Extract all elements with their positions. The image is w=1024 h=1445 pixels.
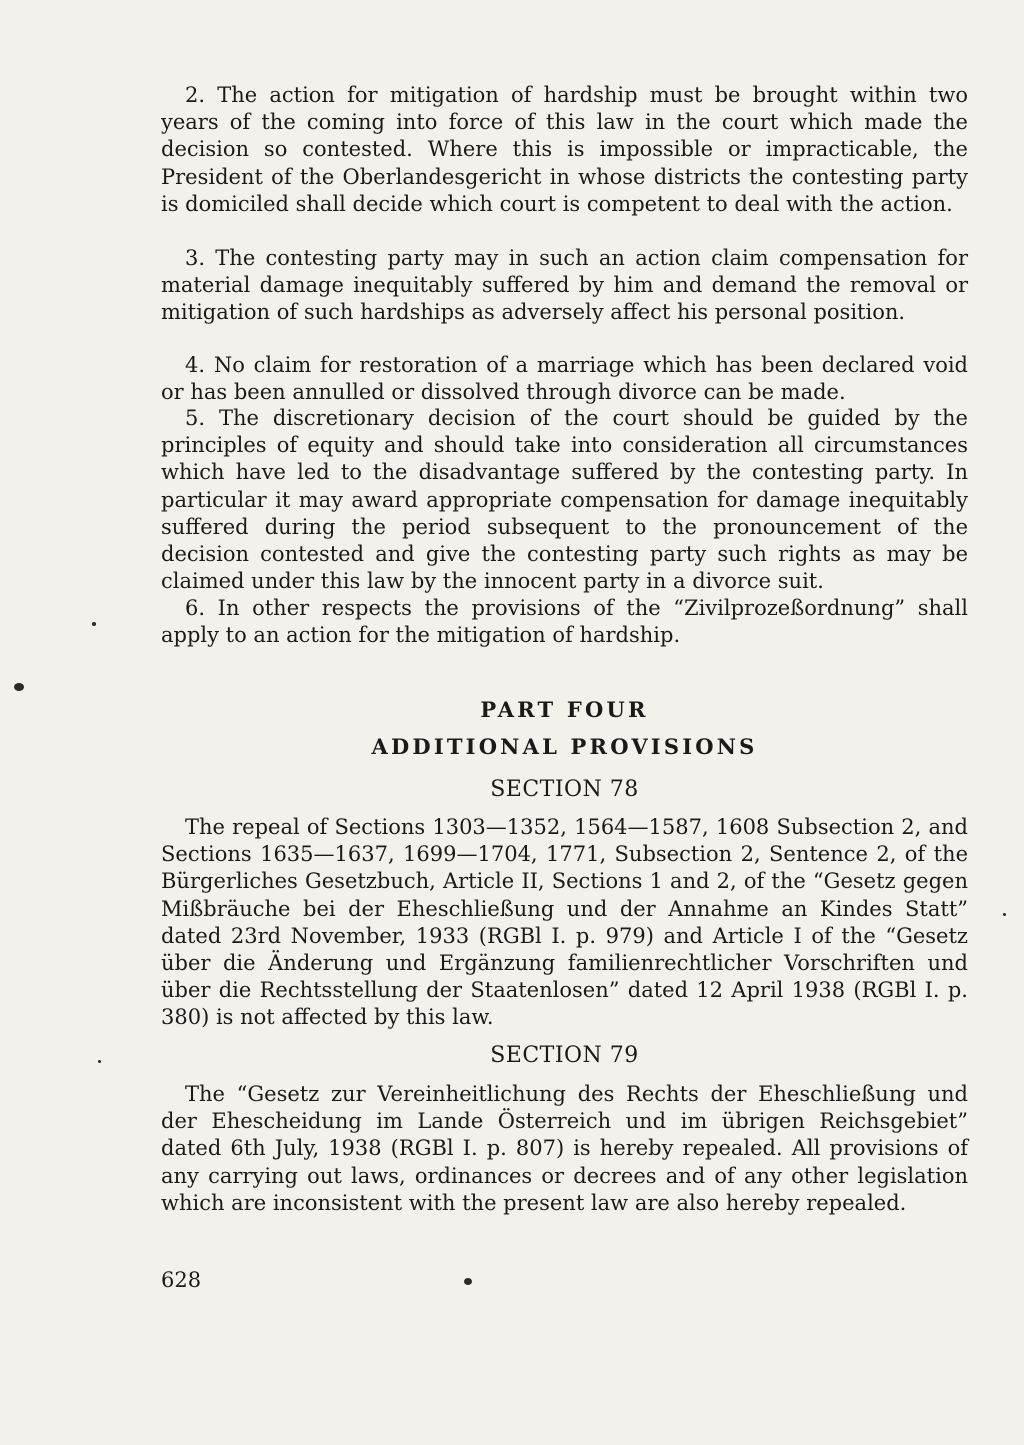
section-78-heading: SECTION 78 (490, 777, 639, 802)
paragraph-3: 3. The contesting party may in such an action claim compensation for material damage inequitably suffered by him and demand the removal or mitigation of such hardships as adversely affect his personal position. (161, 246, 968, 325)
section-79-heading: SECTION 79 (490, 1043, 639, 1068)
scan-speck (98, 1060, 101, 1063)
section-79-text: The “Gesetz zur Vereinheitlichung des Rechts der Eheschließung und der Ehescheidung im Lande Österreich und im übrigen Reichsgebiet” dated 6th July, 1938 (RGBl I. p. 807) is hereby repealed. All provisions of any carrying out laws, ordinances or decrees and of any other legislation which are inconsistent with the present law are also hereby repealed. (161, 1082, 968, 1215)
paragraph-4: 4. No claim for restoration of a marriage which has been declared void or has been annulled or dissolved through divorce can be made. (161, 353, 968, 405)
section-78-text: The repeal of Sections 1303—1352, 1564—1587, 1608 Subsection 2, and Sections 1635—1637, 1699—1704, 1771, Subsection 2, Sentence 2, of the Bürgerliches Gesetzbuch, Article II, Sections 1 and 2, of the “Gesetz gegen Mißbräuche bei der Eheschließung und der Annahme an Kindes Statt” dated 23rd November, 1933 (RGBl I. p. 979) and Article I of the “Gesetz über die Änderung und Ergänzung familienrechtlicher Vorschriften und über die Rechtsstellung der Staatenlosen” dated 12 April 1938 (RGBl I. p. 380) is not affected by this law. (161, 815, 968, 1030)
paragraph-6: 6. In other respects the provisions of the “Zivilprozeßordnung” shall apply to an action for the mitigation of hardship. (161, 596, 968, 648)
scan-speck (14, 683, 24, 691)
paragraph-5: 5. The discretionary decision of the court should be guided by the principles of equity and should take into consideration all circumstances which have led to the disadvantage suffered by the contesting party. In particular it may award appropriate compensation for damage inequitably suffered during the period subsequent to the pronouncement of the decision contested and give the contesting party such rights as may be claimed under this law by the innocent party in a divorce suit. (161, 406, 968, 594)
part-subtitle: ADDITIONAL PROVISIONS (371, 734, 758, 759)
scan-speck (464, 1278, 472, 1285)
part-title: PART FOUR (480, 697, 649, 722)
scan-speck (1003, 913, 1006, 916)
page-number: 628 (161, 1268, 202, 1292)
scan-speck (92, 622, 96, 626)
paragraph-2: 2. The action for mitigation of hardship must be brought within two years of the coming into force of this law in the court which made the decision so contested. Where this is impossible or impracticable, the President of the Oberlandesgericht in whose districts the contesting party is domiciled shall decide which court is competent to deal with the action. (161, 83, 968, 216)
